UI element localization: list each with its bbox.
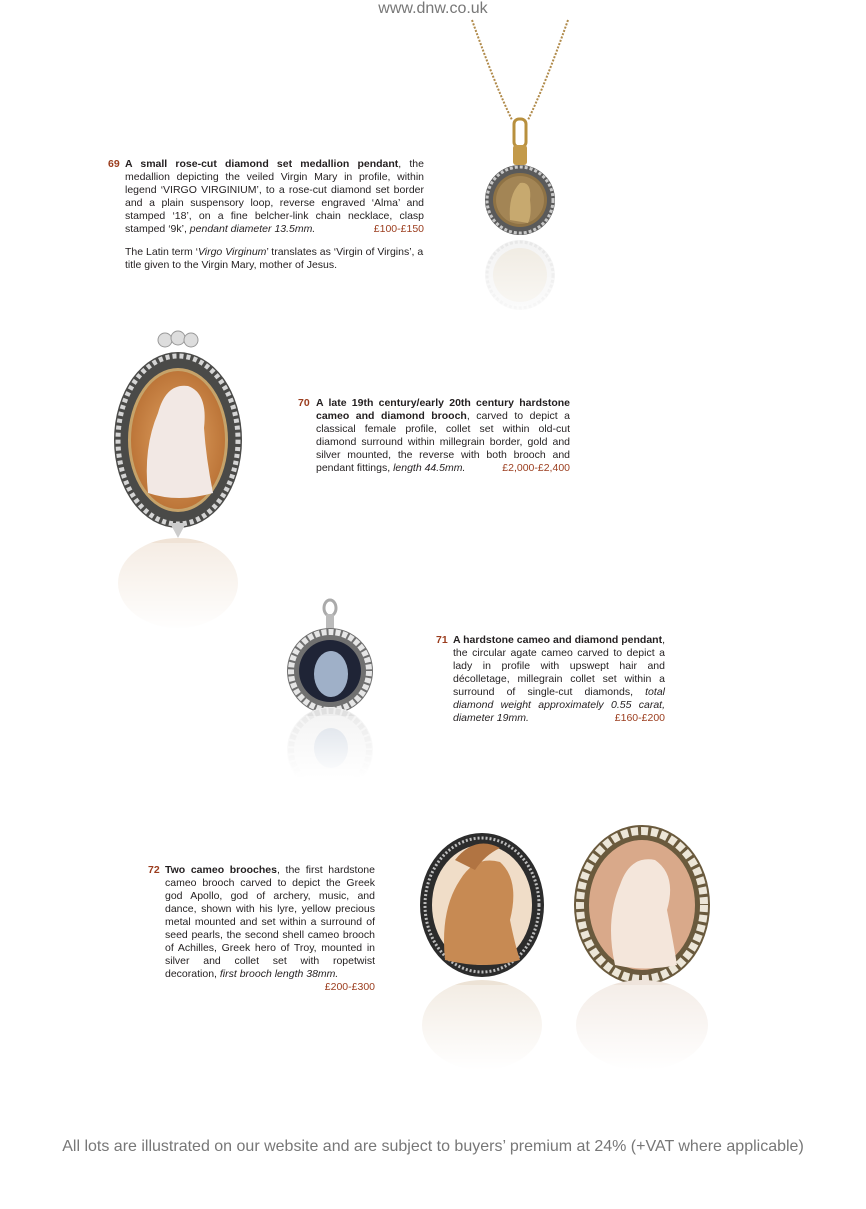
cameo-brooch-image <box>108 328 248 633</box>
lot-measure: pendant diameter 13.5mm. <box>189 223 316 235</box>
lot-description: , carved to depict a classical female profile, collet set within old-cut diamond surround within millegrain border, gold and silver mounted, the reverse with both brooch and pendant fittings, <box>316 410 570 474</box>
lot-estimate: £160-£200 <box>614 712 665 724</box>
lot-title: A hardstone cameo and diamond pendant <box>453 634 663 646</box>
lot-69 <box>108 158 424 272</box>
lot-estimate: £2,000-£2,400 <box>502 462 570 474</box>
premium-disclaimer: All lots are illustrated on our website and are subject to buyers’ premium at 24% (+VAT where applicable) <box>62 1138 804 1155</box>
lot-estimate: £100-£150 <box>373 223 424 235</box>
lot-note: The Latin term ‘Virgo Virginum’ translates as ‘Virgin of Virgins’, a title given to the Virgin Mary, mother of Jesus. <box>125 246 424 271</box>
lot-71 <box>436 634 665 725</box>
cameo-pendant-image <box>283 598 383 778</box>
lot-measure: first brooch length 38mm. <box>219 968 339 980</box>
lot-72 <box>148 864 375 994</box>
lot-estimate: £200-£300 <box>324 981 375 993</box>
medallion-pendant-image <box>460 15 590 345</box>
lot-number: 69 <box>108 158 120 170</box>
two-cameo-brooches-image <box>415 800 715 1070</box>
lot-number: 72 <box>148 864 160 876</box>
lot-measure: length 44.5mm. <box>393 462 466 474</box>
lot-title: Two cameo brooches <box>165 864 277 876</box>
lot-title: A small rose-cut diamond set medallion pendant <box>125 158 399 170</box>
lot-description: , the circular agate cameo carved to depict a lady in profile with upswept hair and décolletage, millegrain collet set within a surround of single-cut diamonds, <box>453 634 665 698</box>
lot-number: 70 <box>298 397 310 409</box>
lot-measure: total diamond weight approximately 0.55 carat, diameter 19mm. <box>453 686 665 724</box>
lot-description: , the first hardstone cameo brooch carved to depict the Greek god Apollo, god of archery, music, and dance, shown with his lyre, yellow precious metal mounted and set within a surround of seed pearls, the second shell cameo brooch of Achilles, Greek hero of Troy, mounted in silver and collet set with ropetwist decoration, <box>165 864 375 980</box>
lot-title: A late 19th century/early 20th century hardstone cameo and diamond brooch <box>316 397 570 422</box>
lot-number: 71 <box>436 634 448 646</box>
lot-description: , the medallion depicting the veiled Virgin Mary in profile, within legend ‘VIRGO VIRGINIUM’, to a rose-cut diamond set border and a plain suspensory loop, reverse engraved ‘Alma’ and stamped ‘18’, on a fine belcher-link chain necklace, clasp stamped ‘9k’, <box>125 158 424 235</box>
lot-70 <box>298 397 570 475</box>
website-link[interactable]: www.dnw.co.uk <box>378 0 488 17</box>
